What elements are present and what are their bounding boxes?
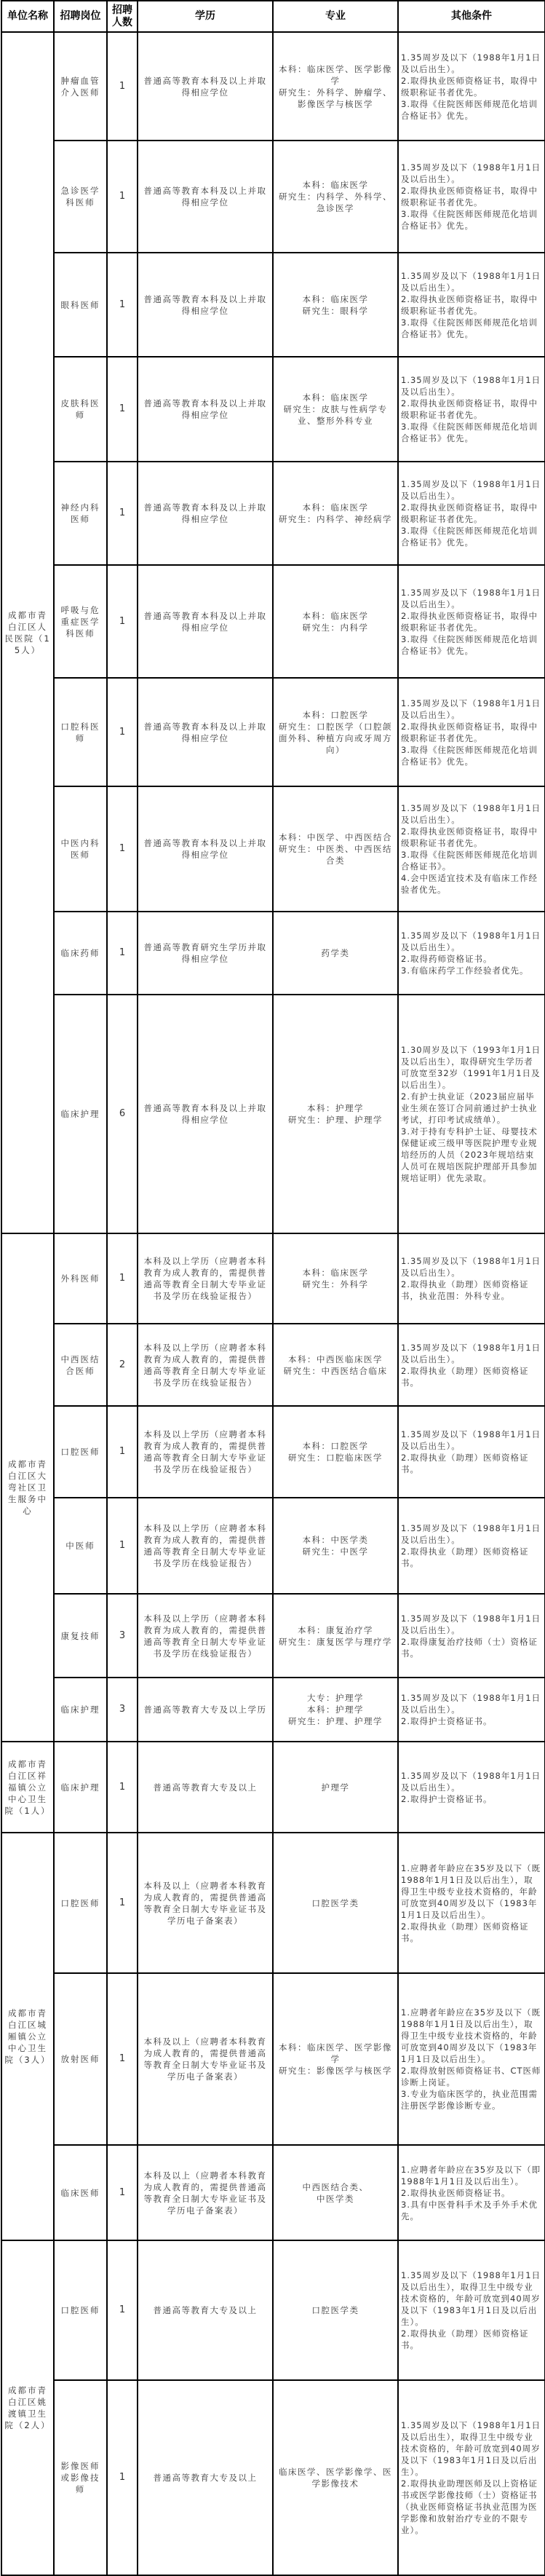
education-cell: 普通高等教育大专及以上 bbox=[138, 1742, 273, 1833]
other-conditions-cell bbox=[398, 1973, 545, 2145]
major-cell bbox=[273, 678, 398, 786]
other-conditions-cell bbox=[398, 1406, 545, 1498]
major-line: 研究生：皮肤与性病学专业、整形外科专业 bbox=[283, 404, 388, 426]
condition-line: 4.会中医适宜技术及有临床工作经验者优先。 bbox=[401, 873, 538, 895]
header-unit: 单位名称 bbox=[1, 1, 54, 32]
education-cell: 普通高等教育大专及以上 bbox=[138, 2380, 273, 2575]
major-line: 研究生：护理、护理学 bbox=[288, 1115, 383, 1125]
condition-line: 1.35周岁及以下（1988年1月1日及以后出生）。 bbox=[401, 1523, 541, 1545]
count-cell: 1 bbox=[107, 565, 138, 678]
condition-line: 2.取得执业（助理）医师资格证书。 bbox=[401, 1921, 529, 1943]
condition-line: 3.取得《住院医师医师规范化培训合格证书》优先。 bbox=[401, 422, 538, 443]
position-cell: 呼吸与危重症医学科医师 bbox=[54, 565, 107, 678]
major-cell bbox=[273, 995, 398, 1233]
other-conditions-cell bbox=[398, 2145, 545, 2240]
major-cell bbox=[273, 462, 398, 565]
education-cell: 普通高等教育大专及以上学历 bbox=[138, 1678, 273, 1742]
table-row bbox=[1, 786, 545, 912]
table-row bbox=[1, 1594, 545, 1678]
condition-line: 3.取得《住院医师医师规范化培训合格证书》优先。 bbox=[401, 744, 538, 767]
count-cell: 1 bbox=[107, 2145, 138, 2240]
major-cell bbox=[273, 1406, 398, 1498]
education-cell: 普通高等教育本科及以上并取得相应学位 bbox=[138, 462, 273, 565]
major-cell bbox=[273, 1324, 398, 1406]
table-row bbox=[1, 1406, 545, 1498]
condition-line: 1.35周岁及以下（1988年1月1日及以后出生）。 bbox=[401, 698, 541, 720]
condition-line: 1.35周岁及以下（1988年1月1日及以后出生）。 bbox=[401, 803, 541, 825]
count-cell: 1 bbox=[107, 1498, 138, 1594]
condition-line: 3.取得《住院医师医师规范化培训合格证书》优先。 bbox=[401, 317, 538, 339]
education-cell: 本科及以上学历（应聘者本科教育为成人教育的，需提供普通高等教育全日制大专毕业证书及学历在线验证报告） bbox=[138, 1406, 273, 1498]
major-line: 研究生：影像医学与核医学 bbox=[279, 2066, 392, 2076]
table-row bbox=[1, 912, 545, 995]
condition-line: 3.取得《住院医师医师规范化培训合格证书》。 bbox=[401, 850, 538, 872]
table-row bbox=[1, 1498, 545, 1594]
other-conditions-cell bbox=[398, 2380, 545, 2575]
major-line: 本科：口腔医学 bbox=[302, 709, 369, 720]
position-cell: 康复技师 bbox=[54, 1594, 107, 1678]
table-row bbox=[1, 2145, 545, 2240]
other-conditions-cell bbox=[398, 1833, 545, 1973]
count-cell: 1 bbox=[107, 1833, 138, 1973]
major-cell bbox=[273, 2380, 398, 2575]
other-conditions-cell bbox=[398, 1678, 545, 1742]
condition-line: 2.取得药师资格证书。 bbox=[401, 954, 493, 964]
other-conditions-cell bbox=[398, 1233, 545, 1324]
major-line: 研究生：中医学 bbox=[302, 1546, 369, 1557]
condition-line: 1.35周岁及以下（1988年1月1日及以后出生）。 bbox=[401, 162, 541, 184]
education-cell: 普通高等教育本科及以上并取得相应学位 bbox=[138, 565, 273, 678]
header-other: 其他条件 bbox=[398, 1, 545, 32]
major-line: 研究生：中西医结合临床 bbox=[283, 1365, 388, 1376]
condition-line: 3.取得《住院医师医师规范化培训合格证书》优先。 bbox=[401, 526, 538, 548]
position-cell: 急诊医学科医师 bbox=[54, 141, 107, 253]
position-cell: 临床护理 bbox=[54, 1742, 107, 1833]
table-row bbox=[1, 1324, 545, 1406]
position-cell: 肿瘤血管介入医师 bbox=[54, 32, 107, 141]
major-line: 本科：临床医学 bbox=[302, 392, 369, 403]
condition-line: 2.取得放射医师资格证书、CT医师诊断上岗证。 bbox=[401, 2066, 541, 2087]
position-cell: 眼科医师 bbox=[54, 253, 107, 357]
condition-line: 3.取得《住院医师医师规范化培训合格证书》优先。 bbox=[401, 633, 538, 656]
major-cell bbox=[273, 1742, 398, 1833]
condition-line: 2.取得执业（助理）医师资格证书。 bbox=[401, 1453, 529, 1474]
major-cell bbox=[273, 357, 398, 462]
count-cell: 1 bbox=[107, 912, 138, 995]
other-conditions-cell bbox=[398, 678, 545, 786]
condition-line: 1.35周岁及以下（1988年1月1日及以后出生）。 bbox=[401, 1770, 541, 1793]
major-line: 研究生：口腔临床医学 bbox=[288, 1453, 383, 1463]
condition-line: 3.取得《住院医师医师规范化培训合格证书》优先。 bbox=[401, 98, 538, 121]
condition-line: 1.35周岁及以下（1988年1月1日及以后出生）。 bbox=[401, 479, 541, 501]
condition-line: 2.取得执业医师资格证书，取得中级职称证书者优先。 bbox=[401, 75, 538, 98]
count-cell: 3 bbox=[107, 1678, 138, 1742]
major-line: 药学类 bbox=[321, 948, 350, 958]
major-cell bbox=[273, 786, 398, 912]
condition-line: 1.35周岁及以下（1988年1月1日及以后出生），取得卫生中级专业技术资格的，年龄可放宽到40周岁及以下（1983年1月1日及以后出生）。 bbox=[401, 2270, 541, 2327]
education-cell: 普通高等教育本科及以上并取得相应学位 bbox=[138, 786, 273, 912]
major-line: 研究生：眼科学 bbox=[302, 305, 369, 316]
unit-name-cell: 成都市青白江区城厢镇公立中心卫生院（3人） bbox=[1, 1833, 54, 2240]
major-line: 大专：护理学 bbox=[307, 1693, 364, 1703]
position-cell: 口腔医师 bbox=[54, 2240, 107, 2380]
major-cell bbox=[273, 1678, 398, 1742]
count-cell: 1 bbox=[107, 357, 138, 462]
major-line: 本科：临床医学 bbox=[302, 180, 369, 190]
major-cell bbox=[273, 32, 398, 141]
major-cell bbox=[273, 141, 398, 253]
other-conditions-cell bbox=[398, 32, 545, 141]
condition-line: 1.应聘者年龄应在35岁及以下（既1988年1月1日及以后出生），取得卫生中级专业技术资格的，年龄可放宽到40周岁及以下（1983年1月1日及以后出生）。 bbox=[401, 2007, 541, 2064]
other-conditions-cell bbox=[398, 1594, 545, 1678]
table-row bbox=[1, 141, 545, 253]
condition-line: 2.有护士执业证（2023届应届毕业生须在签订合同前通过护士执业考试，打印考试成绩单）。 bbox=[401, 1091, 538, 1125]
condition-line: 3.专业为临床医学的，执业范围需注册医学影像诊断专业。 bbox=[401, 2089, 538, 2111]
condition-line: 1.35周岁及以下（1988年1月1日及以后出生）。 bbox=[401, 931, 541, 952]
major-cell bbox=[273, 1973, 398, 2145]
position-cell: 口腔科医师 bbox=[54, 678, 107, 786]
major-cell bbox=[273, 2145, 398, 2240]
major-line: 本科：临床医学 bbox=[302, 1268, 369, 1278]
table-row bbox=[1, 1678, 545, 1742]
major-cell bbox=[273, 253, 398, 357]
count-cell: 2 bbox=[107, 1324, 138, 1406]
major-line: 中西医结合类、 bbox=[302, 2181, 369, 2192]
education-cell: 本科及以上（应聘者本科教育为成人教育的，需提供普通高等教育全日制大专毕业证书及学历电子备案表） bbox=[138, 1833, 273, 1973]
major-cell bbox=[273, 912, 398, 995]
major-line: 研究生：内科学 bbox=[302, 622, 369, 633]
major-cell bbox=[273, 565, 398, 678]
header-position: 招聘岗位 bbox=[54, 1, 107, 32]
count-cell: 1 bbox=[107, 141, 138, 253]
condition-line: 1.35周岁及以下（1988年1月1日及以后出生）。 bbox=[401, 270, 541, 293]
major-line: 本科：临床医学 bbox=[302, 610, 369, 621]
condition-line: 1.35周岁及以下（1988年1月1日及以后出生）。 bbox=[401, 1693, 541, 1715]
major-line: 研究生：口腔医学（口腔颌面外科、种植方向或牙周方向） bbox=[279, 721, 392, 755]
position-cell: 中西医结合医师 bbox=[54, 1324, 107, 1406]
major-line: 研究生：康复医学与理疗学 bbox=[279, 1636, 392, 1647]
header-count: 招聘人数 bbox=[107, 1, 138, 32]
other-conditions-cell bbox=[398, 1324, 545, 1406]
table-row bbox=[1, 995, 545, 1233]
condition-line: 1.应聘者年龄应在35岁及以下（既1988年1月1日及以后出生），取得卫生中级专业技术资格的，年龄可放宽到40周岁及以下（1983年1月1日及以后出生）。 bbox=[401, 1862, 541, 1920]
condition-line: 2.取得执业医师资格证书，取得中级职称证书者优先。 bbox=[401, 293, 538, 316]
major-line: 研究生：内科学、外科学、急诊医学 bbox=[279, 191, 392, 213]
position-cell: 影像医师或影像技师 bbox=[54, 2380, 107, 2575]
unit-name-cell: 成都市青白江区祥福镇公立中心卫生院（1人） bbox=[1, 1742, 54, 1833]
major-line: 护理学 bbox=[321, 1782, 350, 1793]
condition-line: 1.35周岁及以下（1988年1月1日及以后出生）。 bbox=[401, 587, 541, 609]
education-cell: 普通高等教育本科及以上并取得相应学位 bbox=[138, 32, 273, 141]
table-row bbox=[1, 1742, 545, 1833]
count-cell: 1 bbox=[107, 2380, 138, 2575]
major-cell bbox=[273, 1233, 398, 1324]
condition-line: 3.对于持有专科护士证、母婴技术保健证或三级甲等医院护理专业规培经历的人员（2023年规培结束人员可在规培医院护理部开具参加规培证明）优先录取。 bbox=[401, 1126, 538, 1183]
position-cell: 皮肤科医师 bbox=[54, 357, 107, 462]
condition-line: 2.取得执业医师资格证书。 bbox=[401, 2187, 511, 2198]
major-cell bbox=[273, 1594, 398, 1678]
count-cell: 1 bbox=[107, 678, 138, 786]
condition-line: 2.取得护士资格证书。 bbox=[401, 1793, 493, 1804]
condition-line: 2.取得康复治疗技师（士）资格证书。 bbox=[401, 1636, 538, 1659]
count-cell: 1 bbox=[107, 786, 138, 912]
position-cell: 临床医师 bbox=[54, 2145, 107, 2240]
unit-name-cell: 成都市青白江区人民医院（15人） bbox=[1, 32, 54, 1233]
condition-line: 2.取得执业医师资格证书，取得中级职称证书者优先。 bbox=[401, 398, 538, 420]
table-row bbox=[1, 678, 545, 786]
condition-line: 2.取得执业（助理）医师资格证书。 bbox=[401, 1365, 529, 1388]
unit-name-cell: 成都市青白江区姚渡镇卫生院（2人） bbox=[1, 2240, 54, 2575]
count-cell: 6 bbox=[107, 995, 138, 1233]
condition-line: 2.取得执业医师资格证书，取得中级职称证书者优先。 bbox=[401, 826, 538, 848]
position-cell: 临床药师 bbox=[54, 912, 107, 995]
other-conditions-cell bbox=[398, 786, 545, 912]
condition-line: 2.取得执业医师资格证书，取得中级职称证书者优先。 bbox=[401, 721, 538, 743]
education-cell: 普通高等教育本科及以上并取得相应学位 bbox=[138, 357, 273, 462]
education-cell: 普通高等教育本科及以上并取得相应学位 bbox=[138, 678, 273, 786]
major-line: 中医学类 bbox=[317, 2193, 354, 2204]
major-line: 本科：口腔医学 bbox=[302, 1441, 369, 1451]
education-cell: 本科及以上学历（应聘者本科教育为成人教育的，需提供普通高等教育全日制大专毕业证书及学历在线验证报告） bbox=[138, 1594, 273, 1678]
count-cell: 1 bbox=[107, 32, 138, 141]
table-row bbox=[1, 565, 545, 678]
table-row bbox=[1, 462, 545, 565]
major-line: 本科：中医学、中西医结合 bbox=[279, 832, 392, 842]
count-cell: 1 bbox=[107, 1742, 138, 1833]
position-cell: 临床护理 bbox=[54, 1678, 107, 1742]
condition-line: 1.35周岁及以下（1988年1月1日及以后出生）。 bbox=[401, 1342, 541, 1364]
position-cell: 中医师 bbox=[54, 1498, 107, 1594]
position-cell: 放射医师 bbox=[54, 1973, 107, 2145]
major-line: 本科：护理学 bbox=[307, 1704, 364, 1715]
position-cell: 口腔医师 bbox=[54, 1406, 107, 1498]
major-line: 研究生：中医类、中西医结合类 bbox=[279, 844, 392, 866]
table-row bbox=[1, 2380, 545, 2575]
major-line: 本科：护理学 bbox=[307, 1103, 364, 1113]
condition-line: 1.35周岁及以下（1988年1月1日及以后出生），取得卫生中级专业技术资格的，年龄可放宽到40周岁及以下（1983年1月1日及以后出生）。 bbox=[401, 2420, 541, 2477]
count-cell: 1 bbox=[107, 1406, 138, 1498]
major-line: 本科：中医学类 bbox=[302, 1535, 369, 1545]
other-conditions-cell bbox=[398, 1742, 545, 1833]
education-cell: 普通高等教育大专及以上 bbox=[138, 2240, 273, 2380]
condition-line: 2.取得执业医师资格证书，取得中级职称证书者优先。 bbox=[401, 186, 538, 208]
count-cell: 1 bbox=[107, 1233, 138, 1324]
count-cell: 1 bbox=[107, 1973, 138, 2145]
major-line: 本科：临床医学、医学影像学 bbox=[279, 2042, 392, 2064]
table-row bbox=[1, 1233, 545, 1324]
position-cell: 外科医师 bbox=[54, 1233, 107, 1324]
other-conditions-cell bbox=[398, 565, 545, 678]
major-line: 临床医学、医学影像学、医学影像技术 bbox=[279, 2467, 392, 2489]
other-conditions-cell bbox=[398, 995, 545, 1233]
condition-line: 2.取得执业医师资格证书，取得中级职称证书者优先。 bbox=[401, 610, 538, 633]
position-cell: 临床护理 bbox=[54, 995, 107, 1233]
table-row bbox=[1, 32, 545, 141]
table-row bbox=[1, 253, 545, 357]
condition-line: 1.35周岁及以下（1988年1月1日及以后出生）。 bbox=[401, 1256, 541, 1278]
header-major: 专业 bbox=[273, 1, 398, 32]
major-line: 口腔医学类 bbox=[311, 2305, 359, 2315]
major-line: 研究生：外科学、肿瘤学、影像医学与核医学 bbox=[279, 87, 392, 109]
other-conditions-cell bbox=[398, 2240, 545, 2380]
count-cell: 3 bbox=[107, 1594, 138, 1678]
other-conditions-cell bbox=[398, 357, 545, 462]
other-conditions-cell bbox=[398, 912, 545, 995]
major-line: 研究生：护理、护理学 bbox=[288, 1716, 383, 1726]
major-line: 研究生：内科学、神经病学 bbox=[279, 514, 392, 524]
condition-line: 3.具有中医骨科手术及手外手术优先。 bbox=[401, 2199, 538, 2221]
count-cell: 1 bbox=[107, 253, 138, 357]
major-line: 本科：康复治疗学 bbox=[298, 1624, 373, 1635]
position-cell: 神经内科医师 bbox=[54, 462, 107, 565]
condition-line: 1.35周岁及以下（1988年1月1日及以后出生）。 bbox=[401, 375, 541, 397]
major-line: 本科：临床医学、医学影像学 bbox=[279, 63, 392, 86]
condition-line: 2.取得执业（助理）医师资格证书。 bbox=[401, 2328, 529, 2350]
education-cell: 普通高等教育本科及以上并取得相应学位 bbox=[138, 995, 273, 1233]
other-conditions-cell bbox=[398, 253, 545, 357]
table-header-row bbox=[1, 1, 545, 32]
count-cell: 1 bbox=[107, 2240, 138, 2380]
table-row bbox=[1, 2240, 545, 2380]
education-cell: 普通高等教育研究生学历并取得相应学位 bbox=[138, 912, 273, 995]
condition-line: 2.取得执业（助理）医师资格证书，执业范围：外科专业。 bbox=[401, 1279, 529, 1301]
education-cell: 本科及以上学历（应聘者本科教育为成人教育的，需提供普通高等教育全日制大专毕业证书及学历在线验证报告） bbox=[138, 1324, 273, 1406]
major-cell bbox=[273, 2240, 398, 2380]
other-conditions-cell bbox=[398, 141, 545, 253]
condition-line: 3.取得《住院医师医师规范化培训合格证书》优先。 bbox=[401, 209, 538, 231]
condition-line: 2.取得护士资格证书。 bbox=[401, 1716, 493, 1726]
major-line: 口腔医学类 bbox=[311, 1897, 359, 1908]
condition-line: 1.35周岁及以下（1988年1月1日及以后出生）。 bbox=[401, 1429, 541, 1451]
recruitment-table bbox=[1, 0, 545, 2576]
condition-line: 1.35周岁及以下（1988年1月1日及以后出生）。 bbox=[401, 1613, 541, 1635]
major-line: 本科：临床医学 bbox=[302, 293, 369, 304]
education-cell: 本科及以上学历（应聘者本科教育为成人教育的，需提供普通高等教育全日制大专毕业证书及学历在线验证报告） bbox=[138, 1498, 273, 1594]
major-cell bbox=[273, 1833, 398, 1973]
header-education: 学历 bbox=[138, 1, 273, 32]
condition-line: 1.30周岁及以下（1993年1月1日及以后出生），取得研究生学历者可放宽至32岁（1991年1月1日及以后出生）。 bbox=[401, 1045, 541, 1090]
unit-name-cell: 成都市青白江区大弯社区卫生服务中心 bbox=[1, 1233, 54, 1742]
major-line: 本科：中西医临床医学 bbox=[288, 1354, 383, 1364]
other-conditions-cell bbox=[398, 1498, 545, 1594]
condition-line: 2.取得执业助理医师及以上资格证书或医学影像技师（士）资格证书（执业医师资格证书执业范围为医学影像和放射治疗专业的不限专业）。 bbox=[401, 2478, 538, 2535]
condition-line: 1.应聘者年龄应在35岁及以下（即1988年1月1日及以后出生）。 bbox=[401, 2164, 541, 2186]
education-cell: 普通高等教育本科及以上并取得相应学位 bbox=[138, 141, 273, 253]
table-row bbox=[1, 1973, 545, 2145]
education-cell: 普通高等教育本科及以上并取得相应学位 bbox=[138, 253, 273, 357]
condition-line: 2.取得执业医师资格证书，取得中级职称证书者优先。 bbox=[401, 502, 538, 524]
other-conditions-cell bbox=[398, 462, 545, 565]
education-cell: 本科及以上（应聘者本科教育为成人教育的，需提供普通高等教育全日制大专毕业证书及学历电子备案表） bbox=[138, 1973, 273, 2145]
position-cell: 中医内科医师 bbox=[54, 786, 107, 912]
condition-line: 2.取得执业（助理）医师资格证书。 bbox=[401, 1546, 529, 1568]
major-line: 研究生：外科学 bbox=[302, 1279, 369, 1289]
table-row bbox=[1, 357, 545, 462]
count-cell: 1 bbox=[107, 462, 138, 565]
education-cell: 本科及以上（应聘者本科教育为成人教育的，需提供普通高等教育全日制大专毕业证书及学历电子备案表） bbox=[138, 2145, 273, 2240]
major-cell bbox=[273, 1498, 398, 1594]
condition-line: 1.35周岁及以下（1988年1月1日及以后出生）。 bbox=[401, 52, 541, 74]
education-cell: 本科及以上学历（应聘者本科教育为成人教育的，需提供普通高等教育全日制大专毕业证书及学历在线验证报告） bbox=[138, 1233, 273, 1324]
condition-line: 3.有临床药学工作经验者优先。 bbox=[401, 965, 529, 976]
position-cell: 口腔医师 bbox=[54, 1833, 107, 1973]
table-row bbox=[1, 1833, 545, 1973]
major-line: 本科：临床医学 bbox=[302, 502, 369, 513]
